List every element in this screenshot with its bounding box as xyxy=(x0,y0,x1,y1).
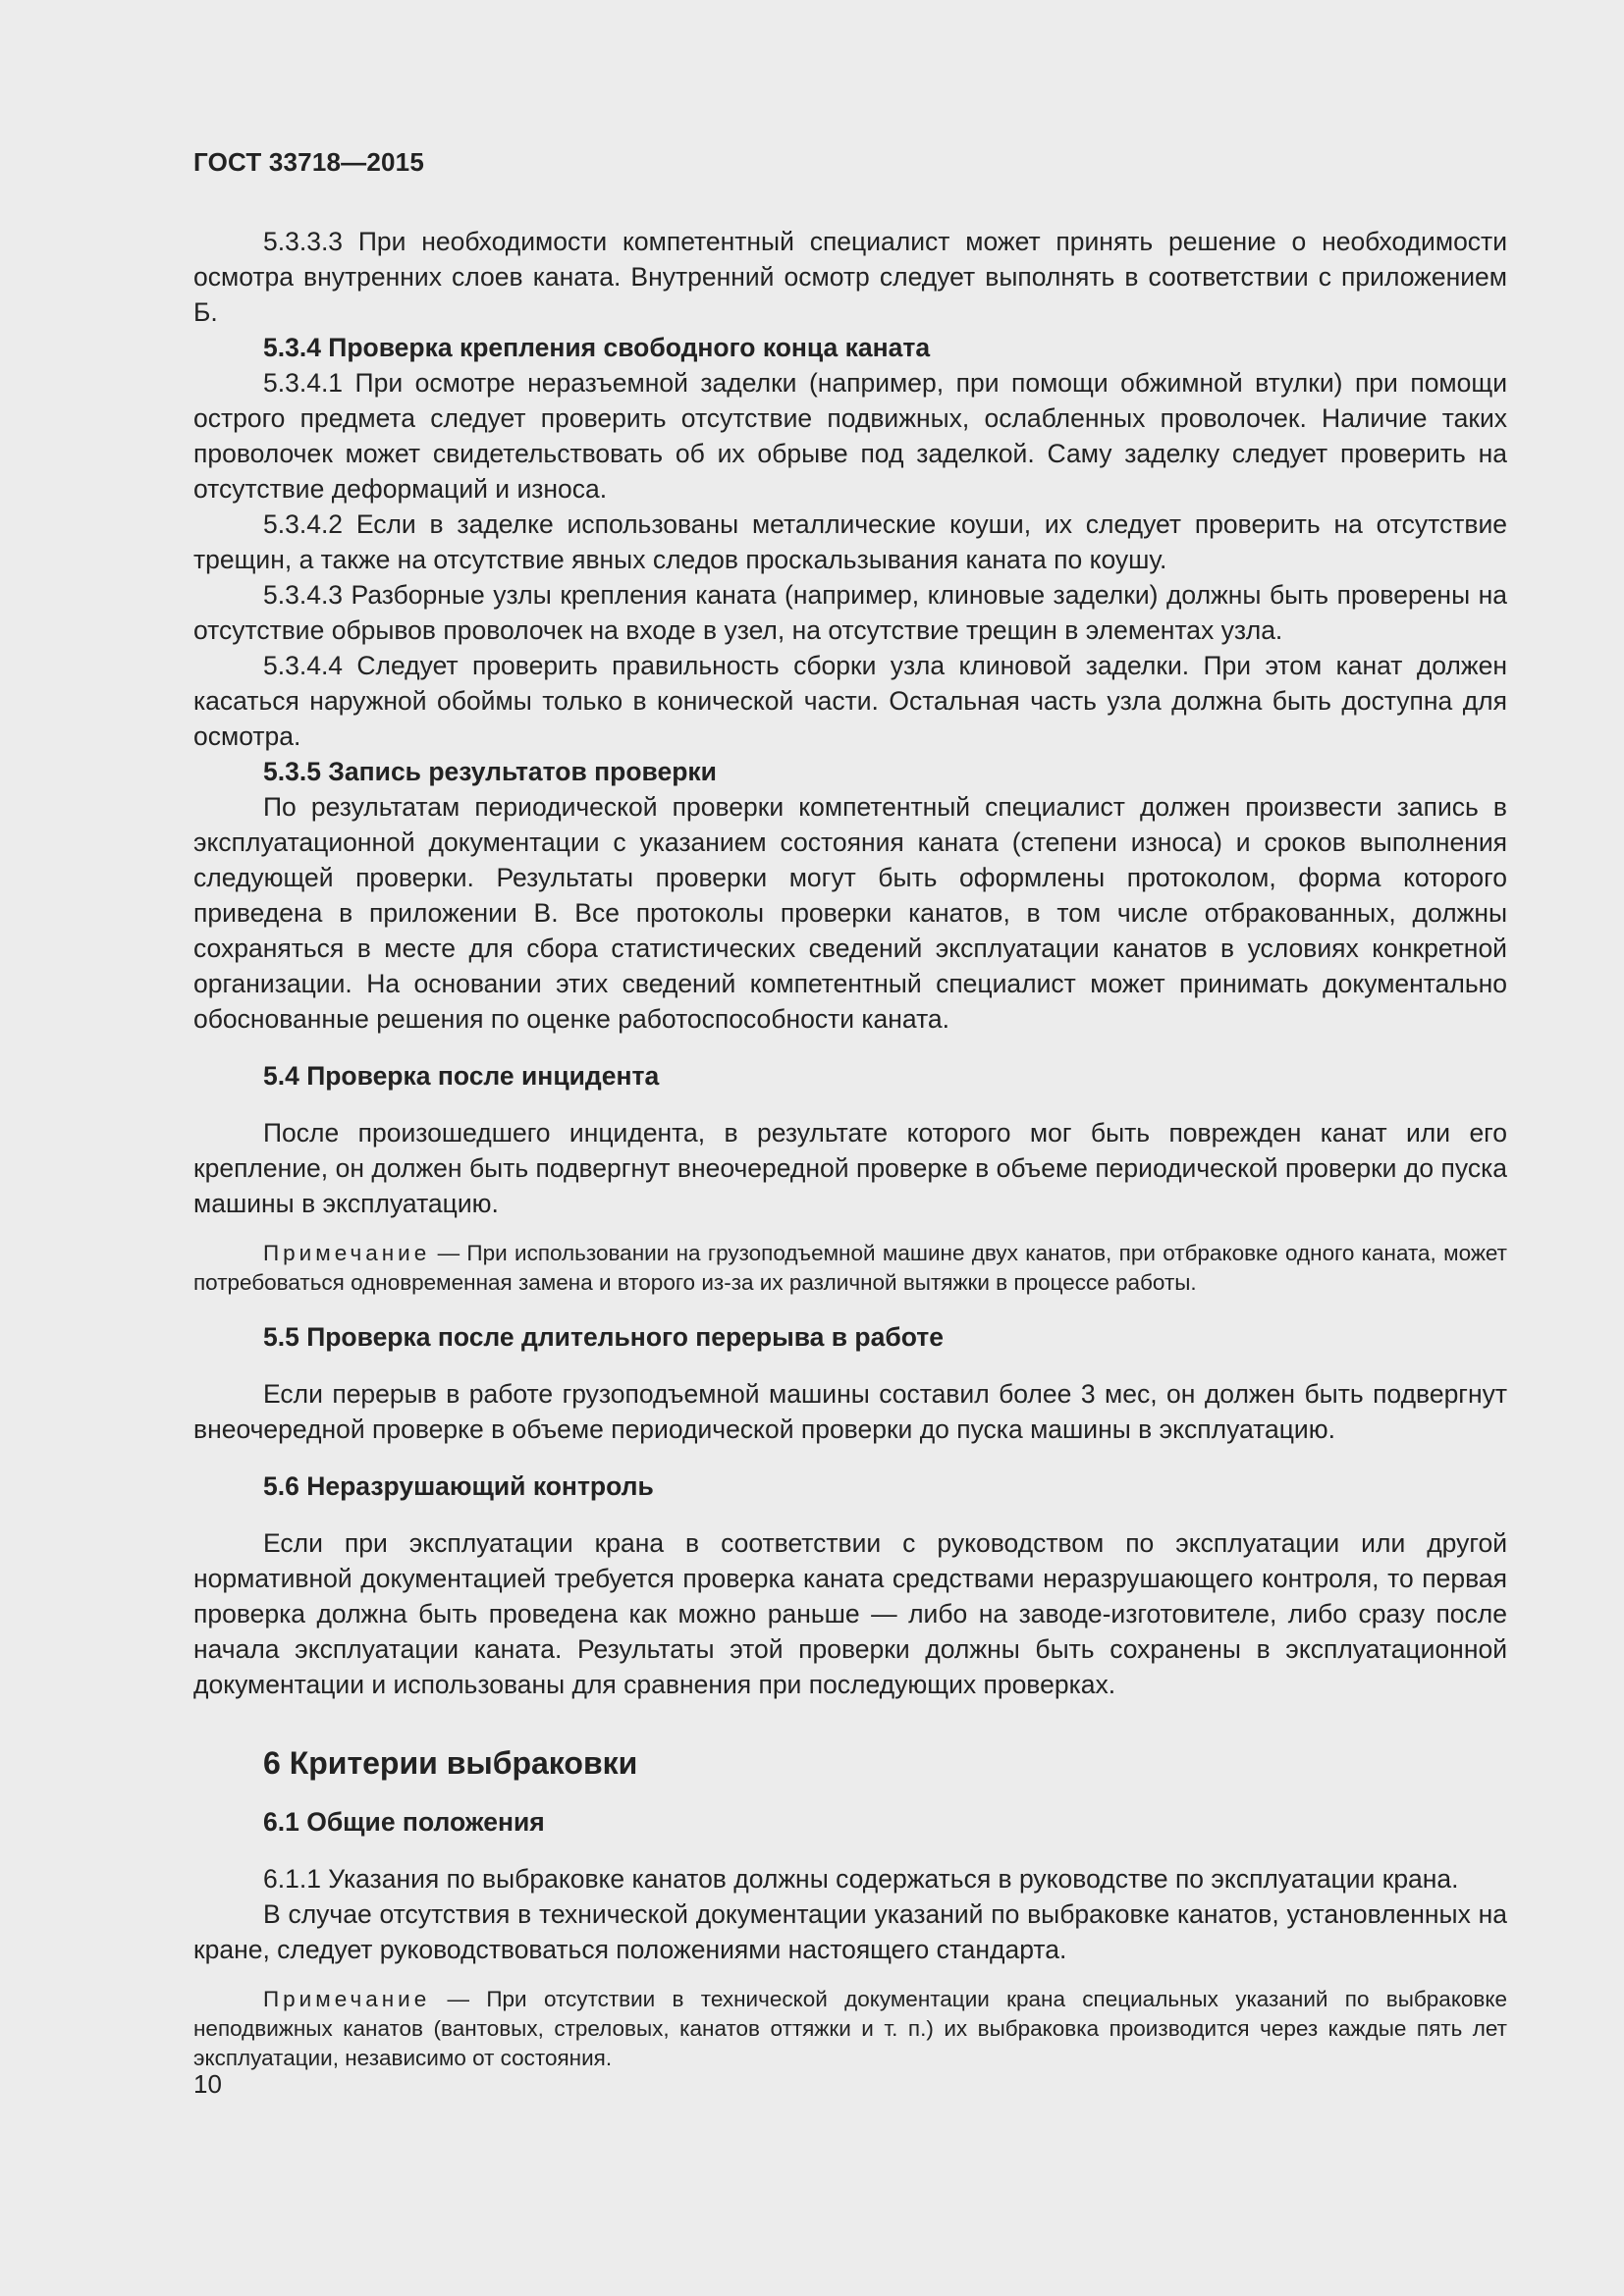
document-body xyxy=(193,224,1507,2073)
page-number: 10 xyxy=(193,2069,222,2099)
paragraph-5-3-4-2: 5.3.4.2 Если в заделке использованы металлические коуши, их следует проверить на отсутствие трещин, а также на отсутствие явных следов проскальзывания каната по коушу. xyxy=(193,509,1507,574)
heading-5-3-4: 5.3.4 Проверка крепления свободного конца каната xyxy=(263,333,931,362)
heading-5-5: 5.5 Проверка после длительного перерыва в работе xyxy=(263,1322,944,1352)
note-text: — При использовании на грузоподъемной машине двух канатов, при отбраковке одного каната, может потребоваться одновременная замена и второго из-за их различной вытяжки в процессе работы. xyxy=(193,1241,1507,1295)
heading-6-1: 6.1 Общие положения xyxy=(263,1807,545,1837)
paragraph-5-5: Если перерыв в работе грузоподъемной машины составил более 3 мес, он должен быть подвергнут внеочередной проверке в объеме периодической проверки до пуска машины в эксплуатацию. xyxy=(193,1379,1507,1444)
paragraph-5-3-4-1: 5.3.4.1 При осмотре неразъемной заделки (например, при помощи обжимной втулки) при помощи острого предмета следует проверить отсутствие подвижных, ослабленных проволочек. Наличие таких проволочек может свидетельствовать об их обрыве под заделкой. Саму заделку следует проверить на отсутствие деформаций и износа. xyxy=(193,368,1507,504)
paragraph-6-1-1: 6.1.1 Указания по выбраковке канатов должны содержаться в руководстве по эксплуатации крана. xyxy=(263,1864,1459,1894)
paragraph-5-4: После произошедшего инцидента, в результате которого мог быть поврежден канат или его крепление, он должен быть подвергнут внеочередной проверке в объеме периодической проверки до пуска машины в эксплуатацию. xyxy=(193,1118,1507,1218)
paragraph-5-3-4-3: 5.3.4.3 Разборные узлы крепления каната (например, клиновые заделки) должны быть проверены на отсутствие обрывов проволочек на входе в узел, на отсутствие трещин в элементах узла. xyxy=(193,580,1507,645)
paragraph-5-3-3-3: 5.3.3.3 При необходимости компетентный специалист может принять решение о необходимости осмотра внутренних слоев каната. Внутренний осмотр следует выполнять в соответствии с приложением Б. xyxy=(193,227,1507,327)
section-title-6: 6 Критерии выбраковки xyxy=(263,1745,638,1781)
paragraph-5-6: Если при эксплуатации крана в соответствии с руководством по эксплуатации или другой нормативной документацией требуется проверка каната средствами неразрушающего контроля, то первая проверка должна быть проведена как можно раньше — либо на заводе-изготовителе, либо сразу после начала эксплуатации каната. Результаты этой проверки должны быть сохранены в эксплуатационной документации и использованы для сравнения при последующих проверках. xyxy=(193,1528,1507,1699)
heading-5-4: 5.4 Проверка после инцидента xyxy=(263,1061,660,1091)
note-2 xyxy=(193,1985,1507,2073)
paragraph-5-3-5: По результатам периодической проверки компетентный специалист должен произвести запись в эксплуатационной документации с указанием состояния каната (степени износа) и сроков выполнения следующей проверки. Результаты проверки могут быть оформлены протоколом, форма которого приведена в приложении В. Все протоколы проверки канатов, в том числе отбракованных, должны сохраняться в месте для сбора статистических сведений эксплуатации канатов в условиях конкретной организации. На основании этих сведений компетентный специалист может принимать документально обоснованные решения по оценке работоспособности каната. xyxy=(193,792,1507,1034)
document-header: ГОСТ 33718—2015 xyxy=(193,147,424,177)
note-label: Примечание xyxy=(263,1987,431,2011)
paragraph-5-3-4-4: 5.3.4.4 Следует проверить правильность сборки узла клиновой заделки. При этом канат должен касаться наружной обоймы только в конической части. Остальная часть узла должна быть доступна для осмотра. xyxy=(193,651,1507,751)
note-text: — При отсутствии в технической документации крана специальных указаний по выбраковке неподвижных канатов (вантовых, стреловых, канатов оттяжки и т. п.) их выбраковка производится через каждые пять лет эксплуатации, независимо от состояния. xyxy=(193,1987,1507,2070)
paragraph-6-1-1-continued: В случае отсутствия в технической документации указаний по выбраковке канатов, установленных на кране, следует руководствоваться положениями настоящего стандарта. xyxy=(193,1899,1507,1964)
heading-5-3-5: 5.3.5 Запись результатов проверки xyxy=(263,757,717,786)
note-1 xyxy=(193,1239,1507,1298)
heading-5-6: 5.6 Неразрушающий контроль xyxy=(263,1471,654,1501)
note-label: Примечание xyxy=(263,1241,431,1265)
